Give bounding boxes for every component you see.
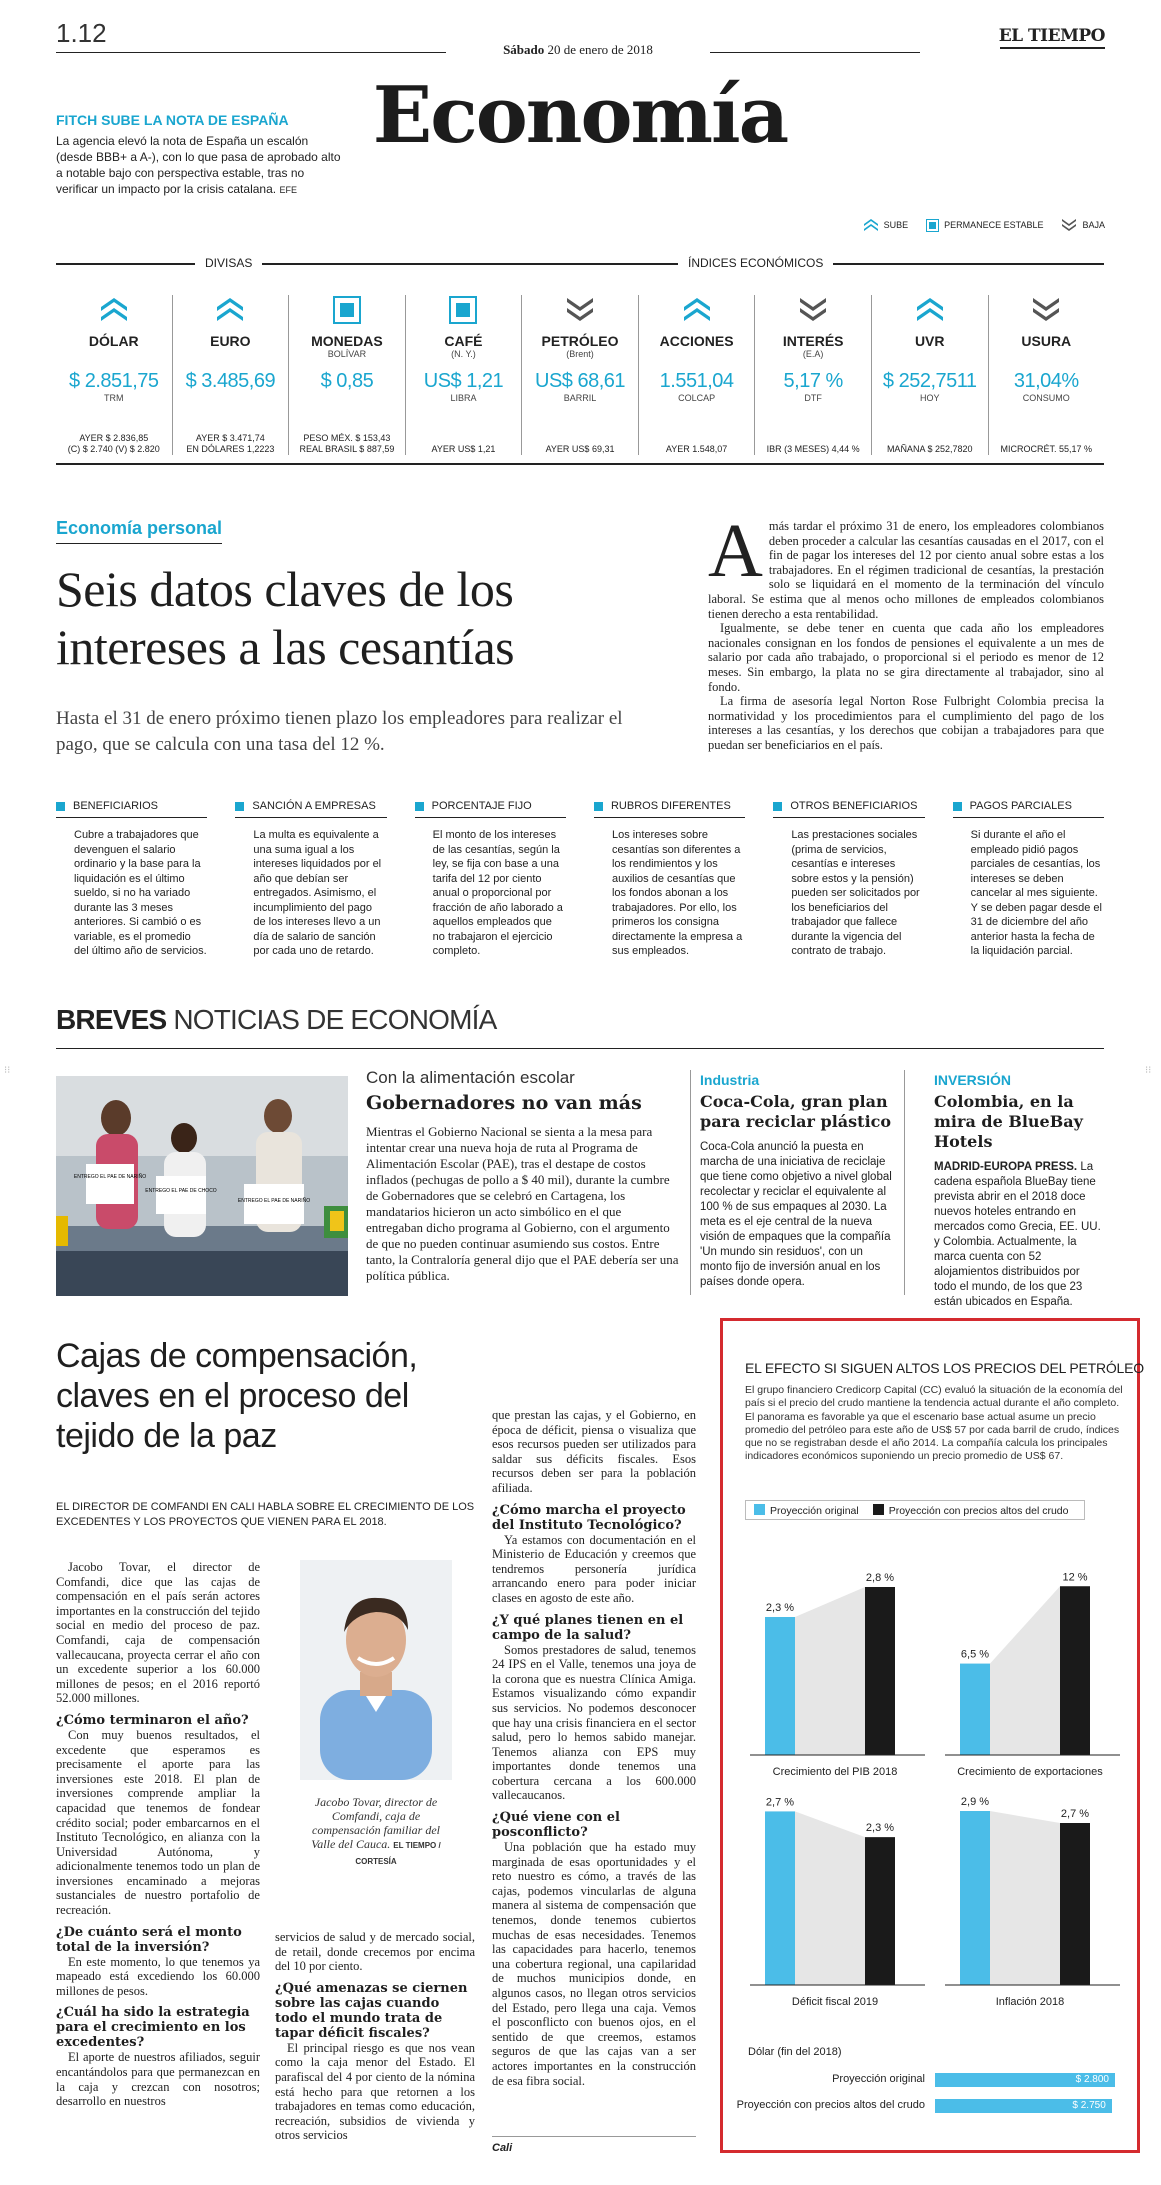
indicator-footnote: AYER $ 3.471,74 EN DÓLARES 1,2223 [186, 433, 275, 454]
indicator-footnote: PESO MÉX. $ 153,43 REAL BRASIL $ 887,59 [299, 433, 395, 454]
interviewee-photo [300, 1560, 452, 1780]
square-bullet-icon [235, 802, 244, 811]
legend-alta: Proyección con precios altos del crudo [873, 1504, 1069, 1517]
legend-swatch-original [754, 1504, 765, 1515]
legend-original: Proyección original [754, 1504, 859, 1517]
indicator-7 [871, 295, 988, 455]
trend-up-icon [682, 295, 712, 325]
article-deck: Hasta el 31 de enero próximo tienen plazo los empleadores para realizar el pago, que se calcula con una tasa del 12 %. [56, 708, 623, 755]
breves-rule [56, 1048, 1104, 1049]
bar-original [765, 1617, 795, 1755]
trend-stable-icon [926, 219, 939, 232]
indicator-sub [639, 349, 755, 360]
dropcap: A [708, 509, 763, 593]
indicator-unit: TRM [104, 393, 124, 403]
indicator-sub [989, 349, 1105, 360]
indicator-unit: DTF [804, 393, 822, 403]
data-label-alta: 2,7 % [1060, 1808, 1090, 1820]
indicator-0 [56, 295, 172, 455]
legend-swatch-alta [873, 1504, 884, 1515]
trend-stable-icon [448, 295, 478, 325]
legend-stable: PERMANECE ESTABLE [926, 219, 1043, 232]
trend-up-icon [99, 295, 129, 325]
breve-text: Coca-Cola anunció la puesta en marcha de una iniciativa de reciclaje que tiene como objetivo a nivel global recolectar y reciclar el equivalente al 100 % de sus empaques al 2030. La meta es el eje central de la nueva visión de empaques que la compañía 'Un mundo sin residuos', con un monto fijo de inversión anual en los países donde opera. [700, 1141, 892, 1288]
indicator-value: US$ 68,61 [535, 370, 626, 392]
dolar-bar: $ 2.750 [935, 2099, 1112, 2113]
trend-down-icon [565, 295, 595, 325]
indicator-sub: (Brent) [566, 349, 594, 359]
dolar-chart-title: Dólar (fin del 2018) [748, 2046, 842, 2058]
indicator-6 [754, 295, 871, 455]
fact-item: RUBROS DIFERENTES Los intereses sobre cesantías son diferentes a los rendimientos y los auxilios de cesantías que los fondos abonan a los trabajadores. Por ello, los primeros los consigna directamente la empresa a sus empleados. [594, 800, 745, 959]
interview-headline: Cajas de compensación, claves en el proceso del tejido de la paz [56, 1337, 418, 1455]
indicator-footnote: AYER US$ 69,31 [545, 444, 615, 454]
chart-title: Inflación 2018 [995, 1996, 1065, 2008]
indicator-value: 1.551,04 [659, 370, 734, 392]
breve-headline: Coca-Cola, gran plan para reciclar plástico [700, 1092, 892, 1131]
column-rule [690, 1070, 691, 1295]
issue-date: Sábado 20 de enero de 2018 [503, 42, 653, 57]
breve-kicker: INVERSIÓN [934, 1072, 1012, 1088]
data-label-alta: 12 % [1062, 1571, 1088, 1584]
indicator-name: MONEDAS [311, 333, 383, 349]
facts-row [56, 800, 1104, 959]
article-headline: Seis datos claves de los intereses a las cesantías [56, 561, 515, 675]
trend-up-icon [215, 295, 245, 325]
indicator-footnote: AYER 1.548,07 [665, 444, 728, 454]
breve-kicker: Con la alimentación escolar [366, 1068, 575, 1087]
interview-column-3: que prestan las cajas, y el Gobierno, en época de déficit, piensa o visualiza que esos recursos pueden ser utilizados para saldar sus déficits fiscales. Esos recursos deben ser para la población afiliada. ¿Cómo marcha el proyecto del Instituto Tecnológico? Ya estamos con documentación en el Ministerio de Educación y creemos que tendremos personería jurídica arrancando enero para poder iniciar clases en agosto de este año. ¿Y qué planes tienen en el campo de la salud? Somos prestadores de salud, tenemos 24 IPS en el Valle, tenemos una joya de la corona que es nuestra Clínica Amiga. Estamos visualizando cómo expandir sus servicios. No podemos desconocer que hay una crisis financiera en el sector salud, pero lo hemos sabido manejar. Tenemos alianza con EPS muy importantes donde tenemos una cobertura cercana a los 600.000 vallecaucanos. ¿Qué viene con el posconflicto? Una población que ha estado muy marginada de esas oportunidades y el reto nuestro es cómo, a través de las cajas, podemos vincularlas de alguna manera al sistema de compensación que tenemos, donde tenemos cubiertos muchas de esas necesidades. Tenemos las capacidades para hacerlo, tenemos una cobertura regional, una capilaridad de muchos municipios donde, en algunos casos, no llegan otros servicios del Estado, pero llega una caja. Vemos el posconflicto con buenos ojos, en el sentido de que creemos, estamos seguros de que las cajas van a ser actores importantes en la construcción de esa fibra social. [492, 1408, 696, 2088]
interview-column-1: Jacobo Tovar, el director de Comfandi, dice que las cajas de compensación en el país serán actores importantes en la construcción del tejido social en medio del proceso de paz. Comfandi, caja de compensación vallecaucana, proyecta cerrar el año con un excedente superior a los 60.000 millones de pesos; en el 2016 reportó 52.000 millones. ¿Cómo terminaron el año? Con muy buenos resultados, el excedente que esperamos es precisamente el aporte para las inversiones este 2018. El plan de inversiones comprende ampliar la capacidad que tenemos de fondear crédito social; poder embarcarnos en el Instituto Tecnológico, en alianza con la Universidad Autónoma, y adicionalmente tenemos todo un plan de inversiones encaminado a mejoras sustanciales de nuestro portafolio de recreación. ¿De cuánto será el monto total de la inversión? En este momento, lo que tenemos ya mapeado está excediendo los 60.000 millones de pesos. ¿Cuál ha sido la estrategia para el crecimiento en los excedentes? El aporte de nuestros afiliados, seguir encantándolos para que permanezcan en la caja y crezcan con nosotros; desarrollo en nuestros [56, 1560, 260, 2109]
governors-photo [56, 1076, 348, 1296]
indicator-2 [288, 295, 405, 455]
fact-item: SANCIÓN A EMPRESAS La multa es equivalente a una suma igual a los intereses liquidados por el año que debían ser entregados. Asimismo, el incumplimiento del pago de los intereses llevo a un día de salario de sanción por cada uno de retardo. [235, 800, 386, 959]
column-footer-rule [492, 2136, 696, 2137]
indicator-1 [172, 295, 289, 455]
photo-caption: Jacobo Tovar, director de Comfandi, caja de compensación familiar del Valle del Cauca. EL TIEMPO / CORTESÍA [311, 1795, 441, 1866]
fact-item: PORCENTAJE FIJO El monto de los intereses de las cesantías, según la ley, se fija con base a una tarifa del 12 por ciento anual o proporcional por fracción de año laborado a aquellos empleados que no trabajaron el ejercicio completo. [415, 800, 566, 959]
square-bullet-icon [594, 802, 603, 811]
trend-down-icon [1061, 218, 1077, 232]
margin-marks-left: ⁝⁝ [4, 1065, 11, 1076]
breve-cocacola [700, 1072, 895, 1290]
legend-down: BAJA [1061, 218, 1105, 232]
dolar-bar: $ 2.800 [935, 2073, 1115, 2087]
square-bullet-icon [415, 802, 424, 811]
indicator-value: $ 252,7511 [882, 370, 977, 392]
city-signature: Cali [492, 2142, 513, 2154]
indicator-3 [405, 295, 522, 455]
fitch-text: La agencia elevó la nota de España un escalón (desde BBB+ a A-), con lo que pasa de aprobado alto a notable bajo con perspectiva estable, tras no verificar un impacto por la crisis catalana. EFE [56, 134, 341, 196]
indicator-footnote: AYER US$ 1,21 [431, 444, 496, 454]
indicator-name: EURO [210, 333, 251, 349]
section-title: Economía [372, 70, 788, 161]
sign-text-1: ENTREGO EL PAE DE NARIÑO [73, 1174, 147, 1180]
trend-legend [863, 218, 1105, 232]
indicator-value: $ 2.851,75 [69, 370, 159, 392]
indicator-8 [988, 295, 1105, 455]
indicator-footnote: AYER $ 2.836,85 (C) $ 2.740 (V) $ 2.820 [67, 433, 160, 454]
indicator-sub: (E.A) [802, 349, 824, 359]
indicator-value: 31,04% [1013, 370, 1079, 392]
indicator-4 [521, 295, 638, 455]
indicator-5 [638, 295, 755, 455]
indicator-sub: (N. Y.) [451, 349, 476, 359]
infographic-text: El grupo financiero Credicorp Capital (CC) evaluó la situación de la economía del país si el precio del crudo mantiene la tendencia actual durante el año completo. El panorama es favorable ya que el escenario base actual asume un precio promedio del petróleo para este año de US$ 57 por cada barril de crudo, índices que no se registraban desde el año 2014. La compañía calcula los principales indicadores económicos suponiendo un precio promedio de US$ 67. [745, 1384, 1123, 1463]
oil-effect-charts [735, 1525, 1130, 2025]
fact-item: BENEFICIARIOS Cubre a trabajadores que devenguen el salario ordinario y la base para la liquidación es el último sueldo, si no ha variado durante las 3 meses anteriores. Si cambió o es variable, es el promedio del último año de servicios. [56, 800, 207, 959]
brand-rule [1000, 47, 1105, 49]
interview-column-2: servicios de salud y de mercado social, de retail, donde crecemos por encima del 10 por ciento. ¿Qué amenazas se ciernen sobre las cajas cuando todo el mundo trata de tapar déficit fiscales? El principal riesgo es que nos vean como la caja menor del Estado. El parafiscal del 4 por ciento de la nómina está hecho para que retornen a los trabajadores en temas como educación, recreación, subsidios de vivienda y otros servicios [275, 1930, 475, 2143]
data-label-alta: 2,8 % [865, 1572, 895, 1584]
breve-bluebay [934, 1072, 1104, 1310]
trend-down-icon [798, 295, 828, 325]
column-rule [904, 1070, 905, 1295]
trend-up-icon [863, 218, 879, 232]
indicator-unit: HOY [919, 393, 940, 403]
indicator-value: $ 0,85 [320, 370, 374, 392]
indicator-sub: BOLÍVAR [327, 349, 367, 359]
breve-headline: Gobernadores no van más [366, 1092, 642, 1114]
indicator-footnote: IBR (3 MESES) 4,44 % [766, 444, 860, 454]
indicator-name: UVR [914, 333, 945, 349]
indicator-name: DÓLAR [88, 333, 139, 349]
brand-logo: EL TIEMPO [998, 26, 1105, 46]
breve-headline: Colombia, en la mira de BlueBay Hotels [934, 1092, 1083, 1151]
chart-title: Crecimiento de exportaciones [957, 1766, 1103, 1778]
breve-kicker: Industria [700, 1072, 760, 1088]
indicator-name: INTERÉS [782, 333, 844, 349]
data-label-alta: 2,3 % [865, 1822, 895, 1835]
bar-original [960, 1811, 990, 1985]
data-label-original: 6,5 % [960, 1648, 990, 1661]
infographic-title: EL EFECTO SI SIGUEN ALTOS LOS PRECIOS DEL PETRÓLEO [745, 1360, 1144, 1376]
square-bullet-icon [56, 802, 65, 811]
data-label-original: 2,9 % [960, 1796, 990, 1808]
fact-item: OTROS BENEFICIARIOS Las prestaciones sociales (prima de servicios, cesantías e intereses sobre estos y la pensión) pueden ser solicitados por los beneficiarios del trabajador que fallece durante la vigencia del contrato de trabajo. [773, 800, 924, 959]
trend-stable-icon [332, 295, 362, 325]
indicator-footnote: MAÑANA $ 252,7820 [886, 444, 973, 454]
divisas-label: DIVISAS [195, 256, 262, 270]
breve-text: MADRID-EUROPA PRESS. La cadena española BlueBay tiene prevista abrir en el 2018 doce nuevos hoteles entrando en mercados como Grecia, EE. UU. y Colombia. Actualmente, la marca cuenta con 52 alojamientos distribuidos por todo el mundo, de los que 23 están ubicados en España. [934, 1161, 1101, 1308]
indicator-unit: LIBRA [450, 393, 477, 403]
chart-title: Crecimiento del PIB 2018 [772, 1766, 898, 1778]
data-label-original: 2,7 % [765, 1796, 795, 1809]
indicator-value: $ 3.485,69 [185, 370, 276, 392]
breve-text: Mientras el Gobierno Nacional se sienta a la mesa para intentar crear una nueva hoja de ruta al Programa de Alimentación Escolar (PAE), tras el destape de costos inflados (pechugas de pollo a $ 40 mil), durante la cumbre de Gobernadores que se celebró en Cartagena, los mandatarios hicieron un acto simbólico en el que entregaban dicho programa al Gobierno, con el argumento de que no pueden continuar asumiendo sus costos. Entre tanto, la Contraloría general dijo que el PAE debería ser una política pública. [366, 1124, 679, 1283]
indicator-name: PETRÓLEO [541, 333, 619, 349]
interview-deck: EL DIRECTOR DE COMFANDI EN CALI HABLA SOBRE EL CRECIMIENTO DE LOS EXCEDENTES Y LOS PROYECTOS QUE VIENEN PARA EL 2018. [56, 1501, 475, 1528]
breves-heading: BREVES NOTICIAS DE ECONOMÍA [56, 1004, 497, 1035]
indicator-unit: BARRIL [563, 393, 597, 403]
bar-original [960, 1664, 990, 1755]
legend-up: SUBE [863, 218, 909, 232]
indicator-sub [872, 349, 988, 360]
indices-label: ÍNDICES ECONÓMICOS [678, 256, 833, 270]
sign-text-2: ENTREGO EL PAE DE CHOCO [145, 1188, 217, 1194]
square-bullet-icon [953, 802, 962, 811]
chart-legend [745, 1500, 1085, 1520]
indicator-unit: COLCAP [678, 393, 716, 403]
indicator-value: US$ 1,21 [423, 370, 504, 392]
fact-item: PAGOS PARCIALES Si durante el año el empleado pidió pagos parciales de cesantías, los intereses se deben cancelar al mes siguiente. Y se deben pagar desde el 31 de diciembre del año anterior hasta la fecha de la liquidación parcial. [953, 800, 1104, 959]
bar-alta [865, 1837, 895, 1985]
margin-marks-right: ⁝⁝ [1145, 1065, 1152, 1076]
indicator-sub [173, 349, 289, 360]
header-rule-left [56, 52, 446, 53]
square-bullet-icon [773, 802, 782, 811]
page-number: 1.12 [56, 18, 107, 48]
indicator-unit: CONSUMO [1022, 393, 1070, 403]
indicators-row [56, 295, 1104, 455]
trend-up-icon [915, 295, 945, 325]
header-rule-right [710, 52, 920, 53]
bar-original [765, 1811, 795, 1985]
indicators-bottom-rule [56, 463, 1104, 465]
chart-title: Déficit fiscal 2019 [791, 1996, 879, 2008]
fitch-headline: FITCH SUBE LA NOTA DE ESPAÑA [56, 112, 289, 128]
trend-down-icon [1031, 295, 1061, 325]
indicator-footnote: MICROCRÉT. 55,17 % [1000, 444, 1093, 454]
dolar-category-label: Proyección con precios altos del crudo [736, 2099, 925, 2111]
data-label-original: 2,3 % [765, 1602, 795, 1614]
article-body: Amás tardar el próximo 31 de enero, los empleadores colombianos deben proceder a calcular las cesantías causadas en el 2017, con el fin de pagar los intereses del 12 por ciento anual sobre estas a los trabajadores. En el régimen tradicional de cesantías, la prestación solo se liquidará en el momento de la terminación del vínculo laboral. Se estima que al menos ocho millones de empleados colombianos tienen derecho a esta rentabilidad. Igualmente, se debe tener en cuenta que cada año los empleadores nacionales consignan en los fondos de pensiones el equivalente a un mes de salario por cada año trabajado, o proporcional si el periodo es menor de 12 meses. Sin embargo, la plata no se gira directamente al trabajador, sino al fondo. La firma de asesoría legal Norton Rose Fulbright Colombia precisa la normatividad y los procedimientos para el cumplimiento del pago de los intereses a las cesantías, y los derechos que cobijan a trabajadores para que puedan ser beneficiarios en el país. [708, 509, 1104, 752]
indicator-name: CAFÉ [444, 333, 483, 349]
dolar-category-label: Proyección original [832, 2073, 925, 2085]
bar-alta [1060, 1823, 1090, 1985]
indicator-name: USURA [1021, 333, 1072, 349]
indicator-value: 5,17 % [783, 370, 843, 392]
bar-alta [1060, 1586, 1090, 1755]
bar-alta [865, 1587, 895, 1755]
sign-text-3: ENTREGO EL PAE DE NARIÑO [237, 1198, 311, 1204]
indicator-name: ACCIONES [659, 333, 734, 349]
indicator-sub [56, 349, 172, 360]
section-tag: Economía personal [56, 518, 222, 544]
